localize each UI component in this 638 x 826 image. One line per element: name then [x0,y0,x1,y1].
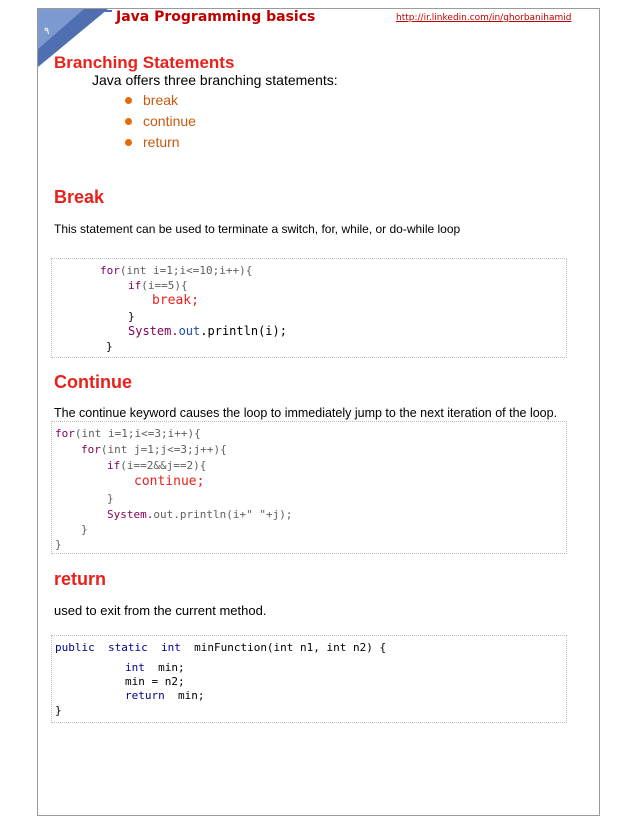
bullet-icon [125,118,132,125]
code-line: for(int i=1;i<=3;i++){ [55,427,201,440]
code-line: public static int minFunction(int n1, int n2) { [55,641,387,654]
code-line: min = n2; [125,675,185,688]
code-line: System.out.println(i+" "+j); [107,508,293,521]
list-item [125,113,196,134]
code-line: for(int j=1;j<=3;j++){ [81,443,227,456]
bullet-icon [125,139,132,146]
bullet-icon [125,97,132,104]
code-line: for(int i=1;i<=10;i++){ [100,264,253,277]
branching-heading: Branching Statements [54,53,235,72]
code-line: break; [152,293,199,308]
header-title: Java Programming basics [116,9,316,25]
list-item-label: continue [143,113,196,129]
code-line: } [55,538,62,551]
code-line: System.out.println(i); [128,324,287,338]
code-line: } [107,492,114,505]
code-line: if(i==5){ [128,279,188,292]
list-item [125,134,196,155]
break-heading: Break [54,187,105,207]
continue-heading: Continue [54,372,132,392]
code-line: return min; [125,689,205,702]
list-item-label: break [143,92,179,108]
code-line: } [81,523,88,536]
code-line: int min; [125,661,185,674]
code-line: } [128,310,135,323]
break-description: This statement can be used to terminate a switch, for, while, or do-while loop [54,222,461,236]
page-number: ٩ [44,26,50,37]
header-rule [88,10,112,12]
header-url-link[interactable]: http://ir.linkedin.com/in/ghorbanihamid [396,13,572,23]
branching-list [125,92,196,155]
code-line: continue; [134,474,205,489]
continue-code-block [51,421,567,554]
continue-description: The continue keyword causes the loop to immediately jump to the next iteration of the loop. [54,406,558,420]
list-item-label: return [143,134,180,150]
code-line: } [55,704,62,717]
code-line: if(i==2&&j==2){ [107,459,207,472]
return-heading: return [54,569,107,589]
list-item [125,92,196,113]
code-line: } [106,340,113,353]
return-description: used to exit from the current method. [54,603,267,618]
branching-intro: Java offers three branching statements: [92,72,338,88]
